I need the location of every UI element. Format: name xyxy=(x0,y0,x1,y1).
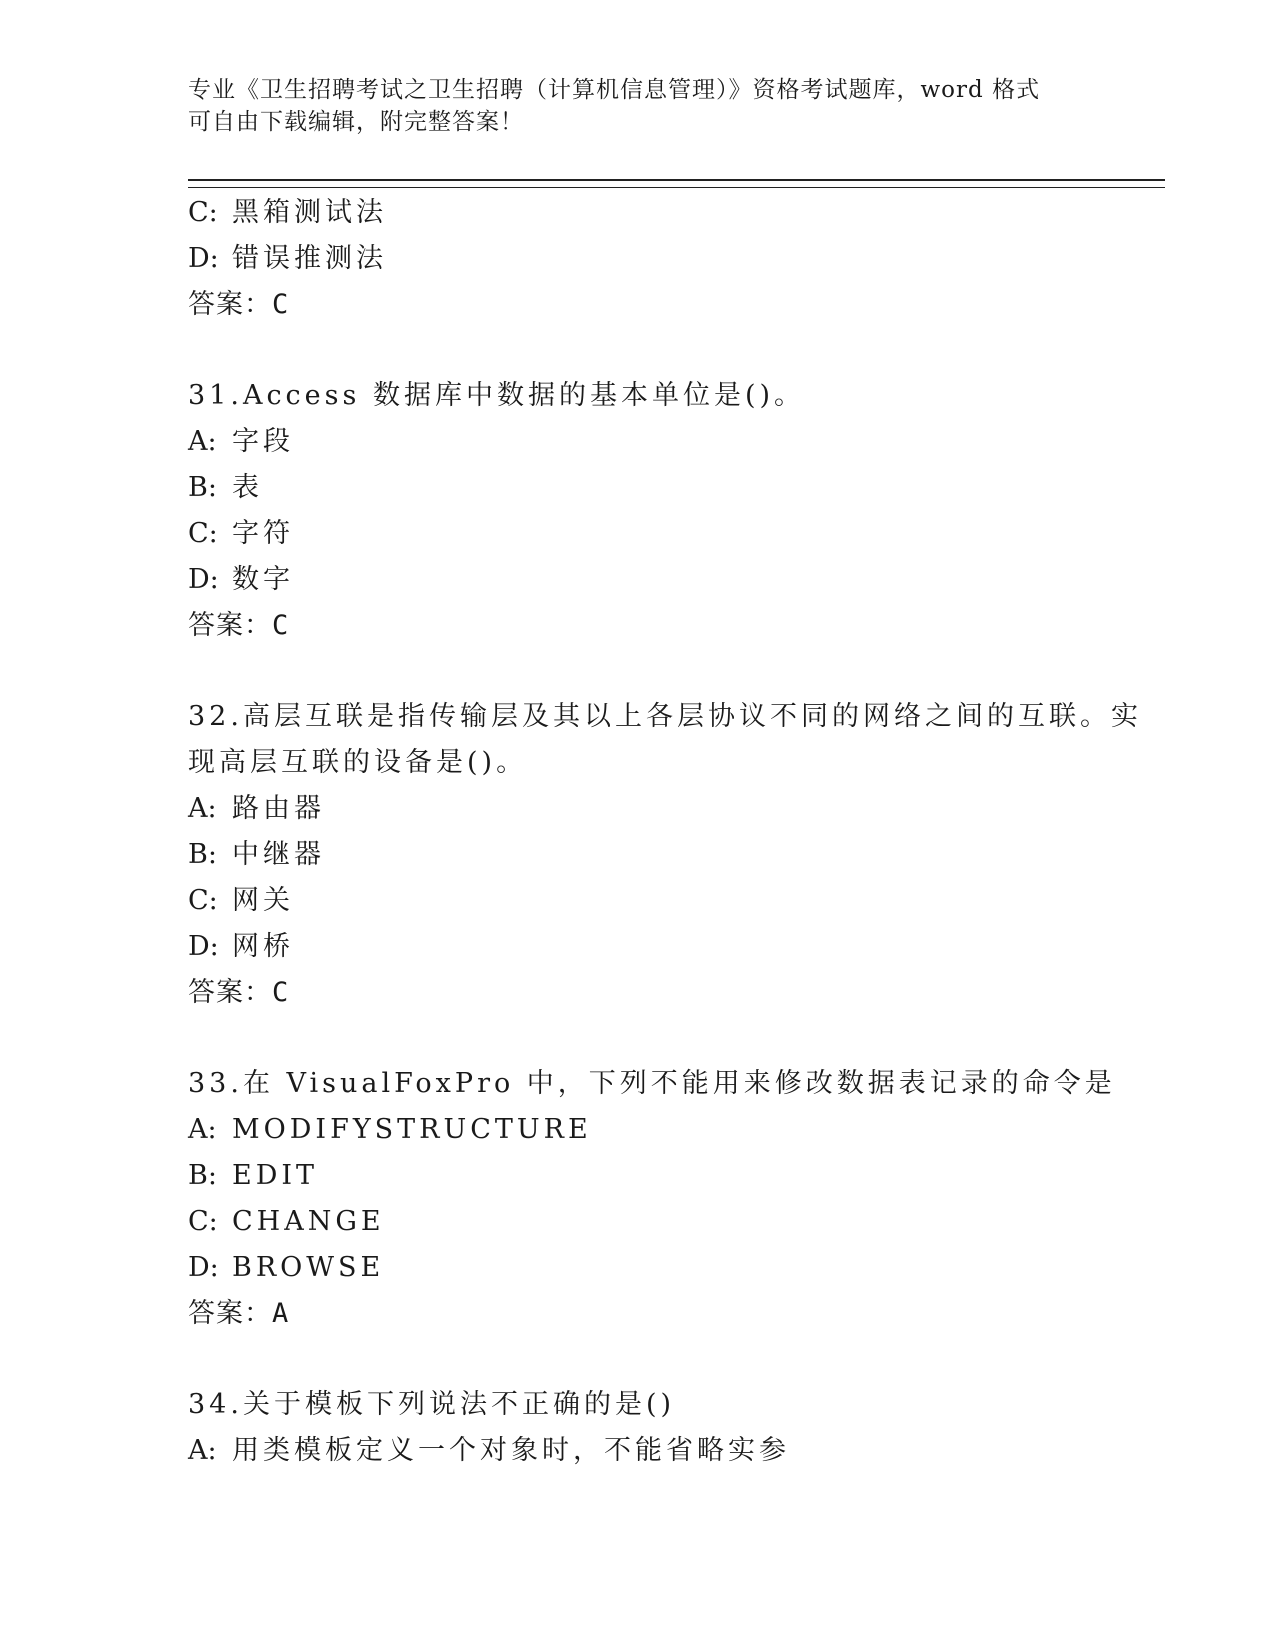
option-text: 用类模板定义一个对象时，不能省略实参 xyxy=(232,1435,790,1466)
option-text: 字段 xyxy=(232,426,294,457)
option-a xyxy=(188,1110,1088,1156)
answer-line xyxy=(188,1294,1088,1340)
question-stem: 31.Access 数据库中数据的基本单位是()。 xyxy=(188,380,806,411)
option-prefix: C: xyxy=(188,885,218,916)
option-d xyxy=(188,560,1088,606)
option-text: EDIT xyxy=(232,1160,319,1191)
option-b xyxy=(188,468,1088,514)
option-c xyxy=(188,881,1088,927)
question-33 xyxy=(188,1064,1116,1340)
option-prefix: B: xyxy=(188,1160,217,1191)
header-divider xyxy=(188,179,1165,188)
answer-label: 答案： xyxy=(188,1298,272,1329)
answer-label: 答案： xyxy=(188,977,272,1008)
option-b xyxy=(188,835,1088,881)
question-content xyxy=(188,193,1142,1477)
option-prefix: A: xyxy=(188,1435,217,1466)
option-prefix: D: xyxy=(188,564,219,595)
option-a xyxy=(188,789,1088,835)
option-text: 黑箱测试法 xyxy=(232,197,387,228)
option-d xyxy=(188,927,1088,973)
answer-label: 答案： xyxy=(188,289,272,320)
option-a xyxy=(188,1431,1088,1477)
document-header xyxy=(188,74,1088,138)
option-prefix: D: xyxy=(188,1252,219,1283)
option-prefix: C: xyxy=(188,197,218,228)
question-32 xyxy=(188,697,1142,1019)
answer-value: C xyxy=(272,610,290,641)
answer-value: C xyxy=(272,977,290,1008)
spacer xyxy=(188,652,1088,697)
option-text: 字符 xyxy=(232,518,294,549)
option-prefix: B: xyxy=(188,839,217,870)
option-prefix: A: xyxy=(188,793,217,824)
answer-value: A xyxy=(272,1298,290,1329)
carryover-question xyxy=(188,193,1088,331)
answer-line xyxy=(188,285,1088,331)
option-text: 中继器 xyxy=(232,839,325,870)
question-stem: 34.关于模板下列说法不正确的是() xyxy=(188,1389,676,1420)
header-line-2: 可自由下载编辑，附完整答案！ xyxy=(188,109,524,135)
spacer xyxy=(188,331,1088,376)
question-34 xyxy=(188,1385,1088,1477)
option-c xyxy=(188,193,1088,239)
option-prefix: B: xyxy=(188,472,217,503)
answer-label: 答案： xyxy=(188,610,272,641)
option-text: 网桥 xyxy=(232,931,294,962)
option-prefix: C: xyxy=(188,1206,218,1237)
question-31 xyxy=(188,376,1088,652)
option-prefix: D: xyxy=(188,243,219,274)
option-prefix: C: xyxy=(188,518,218,549)
option-prefix: A: xyxy=(188,426,217,457)
answer-line xyxy=(188,973,1088,1019)
spacer xyxy=(188,1340,1088,1385)
option-text: BROWSE xyxy=(232,1252,385,1283)
option-a xyxy=(188,422,1088,468)
option-c xyxy=(188,1202,1088,1248)
option-c xyxy=(188,514,1088,560)
question-stem: 33.在 VisualFoxPro 中，下列不能用来修改数据表记录的命令是 xyxy=(188,1068,1116,1099)
option-d xyxy=(188,1248,1088,1294)
option-text: 路由器 xyxy=(232,793,325,824)
option-text: CHANGE xyxy=(232,1206,385,1237)
question-stem: 32.高层互联是指传输层及其以上各层协议不同的网络之间的互联。实 xyxy=(188,701,1142,732)
option-text: MODIFYSTRUCTURE xyxy=(232,1114,592,1145)
option-d xyxy=(188,239,1088,285)
header-line-1: 专业《卫生招聘考试之卫生招聘（计算机信息管理）》资格考试题库，word 格式 xyxy=(188,77,1041,103)
option-text: 表 xyxy=(232,472,263,503)
answer-value: C xyxy=(272,289,290,320)
question-stem-continued: 现高层互联的设备是()。 xyxy=(188,747,528,778)
option-text: 错误推测法 xyxy=(232,243,387,274)
option-text: 网关 xyxy=(232,885,294,916)
option-b xyxy=(188,1156,1088,1202)
option-prefix: A: xyxy=(188,1114,217,1145)
option-prefix: D: xyxy=(188,931,219,962)
answer-line xyxy=(188,606,1088,652)
option-text: 数字 xyxy=(232,564,294,595)
spacer xyxy=(188,1019,1088,1064)
